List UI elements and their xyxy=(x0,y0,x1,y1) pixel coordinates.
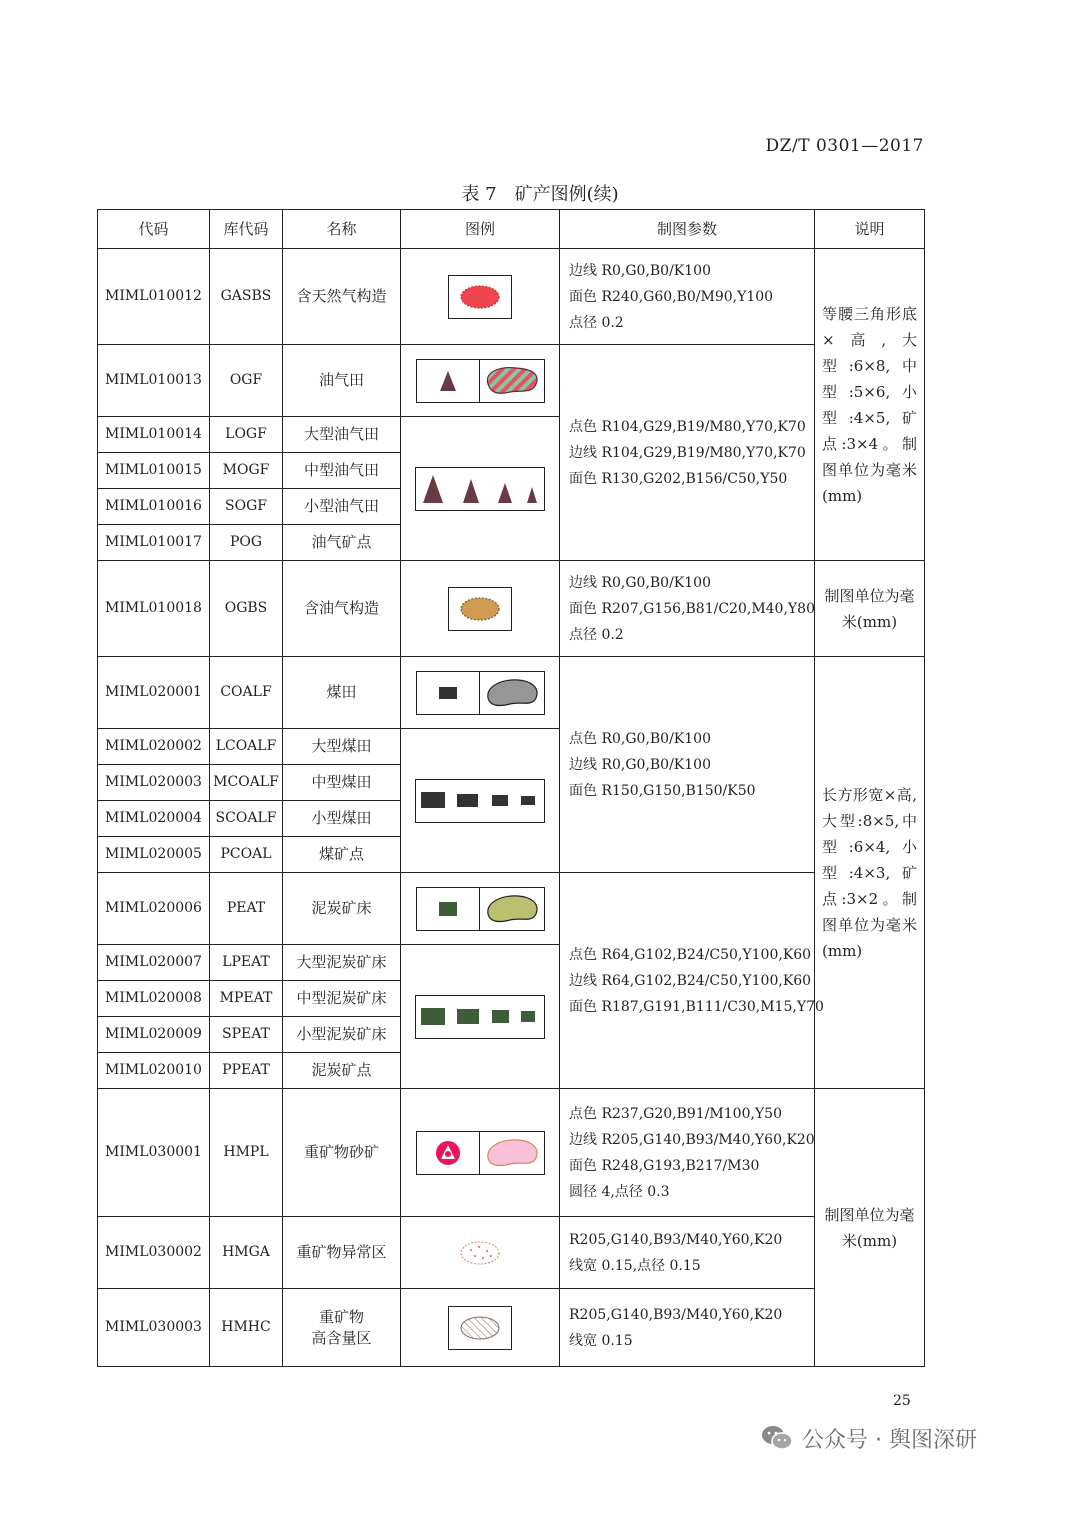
param-line: 线宽 0.15,点径 0.15 xyxy=(569,1257,701,1274)
table-row xyxy=(98,657,925,729)
param-line: 点色 R64,G102,B24/C50,Y100,K60 xyxy=(569,946,812,963)
row-code: MIML030003 xyxy=(98,1289,210,1367)
oil-gas-point-symbol xyxy=(417,360,479,402)
row-name: 大型煤田 xyxy=(283,729,401,765)
param-line: 面色 R248,G193,B217/M30 xyxy=(569,1157,760,1174)
table-row xyxy=(98,1289,925,1367)
note-unit: 制图单位为毫米(mm) xyxy=(815,1089,925,1367)
heavy-mineral-high-content-symbol xyxy=(448,1306,512,1350)
params-cell xyxy=(560,1089,815,1217)
table-row xyxy=(98,1089,925,1217)
row-code: MIML010013 xyxy=(98,345,210,417)
row-lib-code: HMPL xyxy=(210,1089,283,1217)
rect-large xyxy=(421,792,445,808)
row-lib-code: PCOAL xyxy=(210,837,283,873)
params-cell xyxy=(560,873,824,1089)
row-name-line: 重矿物 xyxy=(318,1308,364,1327)
row-code: MIML020009 xyxy=(98,1017,210,1053)
param-line: 边线 R0,G0,B0/K100 xyxy=(569,262,711,279)
legend-cell xyxy=(401,249,560,345)
oil-gas-area-symbol xyxy=(479,360,544,402)
row-lib-code: SPEAT xyxy=(210,1017,283,1053)
param-line: 面色 R187,G191,B111/C30,M15,Y70 xyxy=(569,998,824,1015)
row-lib-code: SCOALF xyxy=(210,801,283,837)
row-name: 重矿物异常区 xyxy=(283,1217,401,1289)
heavy-mineral-placer-symbol xyxy=(416,1131,545,1175)
rect-medium xyxy=(457,1009,479,1024)
row-code: MIML020008 xyxy=(98,981,210,1017)
anomaly-ellipse xyxy=(461,1242,499,1264)
row-lib-code: SOGF xyxy=(210,489,283,525)
row-lib-code: POG xyxy=(210,525,283,561)
triangle-medium xyxy=(463,479,479,503)
param-line: 面色 R130,G202,B156/C50,Y50 xyxy=(569,470,788,487)
row-name: 泥炭矿床 xyxy=(283,873,401,945)
row-lib-code: MOGF xyxy=(210,453,283,489)
param-line: 点径 0.2 xyxy=(569,314,624,331)
row-lib-code: COALF xyxy=(210,657,283,729)
params-cell xyxy=(560,561,815,657)
params-cell xyxy=(560,1289,815,1367)
legend-cell xyxy=(401,345,560,417)
rect-marker xyxy=(439,687,457,699)
rect-large xyxy=(421,1008,445,1025)
row-lib-code: MPEAT xyxy=(210,981,283,1017)
row-name: 含油气构造 xyxy=(283,561,401,657)
row-name: 重矿物砂矿 xyxy=(283,1089,401,1217)
table-row xyxy=(98,561,925,657)
row-name: 油气矿点 xyxy=(283,525,401,561)
row-name: 大型泥炭矿床 xyxy=(283,945,401,981)
col-header-legend: 图例 xyxy=(401,210,560,249)
wechat-icon xyxy=(760,1423,794,1453)
legend-cell xyxy=(401,945,560,1089)
row-code: MIML010015 xyxy=(98,453,210,489)
params-cell xyxy=(560,1217,815,1289)
peat-deposit-symbol xyxy=(416,887,545,931)
table-title: 表 7 矿产图例(续) xyxy=(461,184,619,205)
legend-cell xyxy=(401,1289,560,1367)
row-code: MIML020005 xyxy=(98,837,210,873)
col-header-name: 名称 xyxy=(283,210,401,249)
row-name: 中型油气田 xyxy=(283,453,401,489)
triangle-small xyxy=(498,483,512,503)
col-header-params: 制图参数 xyxy=(560,210,815,249)
col-header-lib-code: 库代码 xyxy=(210,210,283,249)
param-line: 点色 R104,G29,B19/M80,Y70,K70 xyxy=(569,418,806,435)
row-code: MIML020003 xyxy=(98,765,210,801)
row-lib-code: OGF xyxy=(210,345,283,417)
param-line: 边线 R205,G140,B93/M40,Y60,K20 xyxy=(569,1131,815,1148)
param-line: 点色 R237,G20,B91/M100,Y50 xyxy=(569,1105,782,1122)
oil-gas-structure-ellipse xyxy=(461,598,499,620)
watermark-text: 公众号 · 舆图深研 xyxy=(802,1427,977,1453)
row-name: 泥炭矿点 xyxy=(283,1053,401,1089)
coal-point-symbol xyxy=(417,672,479,714)
high-content-ellipse xyxy=(461,1317,499,1339)
row-code: MIML030002 xyxy=(98,1217,210,1289)
param-line: 圆径 4,点径 0.3 xyxy=(569,1183,670,1200)
oil-gas-field-symbol xyxy=(416,359,545,403)
legend-cell xyxy=(401,873,560,945)
row-name-line: 高含量区 xyxy=(311,1328,372,1347)
row-name: 大型油气田 xyxy=(283,417,401,453)
param-line: 边线 R0,G0,B0/K100 xyxy=(569,756,711,773)
oil-gas-field-area xyxy=(487,367,537,393)
inner-dot xyxy=(445,1151,451,1157)
params-cell xyxy=(560,657,815,873)
row-name: 煤矿点 xyxy=(283,837,401,873)
legend-cell xyxy=(401,1089,560,1217)
coal-area-symbol xyxy=(479,672,544,714)
param-line: 边线 R104,G29,B19/M80,Y70,K70 xyxy=(569,444,806,461)
row-name: 含天然气构造 xyxy=(283,249,401,345)
oil-gas-size-symbols xyxy=(415,467,545,511)
gas-structure-symbol xyxy=(448,275,512,319)
standard-code: DZ/T 0301—2017 xyxy=(765,136,924,156)
row-name: 小型泥炭矿床 xyxy=(283,1017,401,1053)
row-code: MIML020004 xyxy=(98,801,210,837)
peat-size-symbols xyxy=(415,995,545,1039)
watermark xyxy=(760,1420,977,1456)
row-code: MIML010017 xyxy=(98,525,210,561)
param-line: R205,G140,B93/M40,Y60,K20 xyxy=(569,1306,783,1323)
triangle-large xyxy=(423,475,443,503)
note-unit: 制图单位为毫米(mm) xyxy=(815,561,925,657)
param-line: 点色 R0,G0,B0/K100 xyxy=(569,730,711,747)
row-lib-code: OGBS xyxy=(210,561,283,657)
row-name: 煤田 xyxy=(283,657,401,729)
col-header-code: 代码 xyxy=(98,210,210,249)
rect-marker xyxy=(439,902,457,916)
row-code: MIML010012 xyxy=(98,249,210,345)
peat-deposit-area xyxy=(487,895,536,921)
row-name: 油气田 xyxy=(283,345,401,417)
coal-size-symbols xyxy=(415,779,545,823)
row-name: 中型煤田 xyxy=(283,765,401,801)
row-lib-code: GASBS xyxy=(210,249,283,345)
row-code: MIML020002 xyxy=(98,729,210,765)
row-name: 小型油气田 xyxy=(283,489,401,525)
row-lib-code: LPEAT xyxy=(210,945,283,981)
row-lib-code: HMHC xyxy=(210,1289,283,1367)
table-row xyxy=(98,873,925,945)
row-code: MIML010014 xyxy=(98,417,210,453)
params-cell xyxy=(560,249,815,345)
rect-medium xyxy=(457,794,478,807)
coal-field-area xyxy=(487,679,536,705)
row-lib-code: LOGF xyxy=(210,417,283,453)
heavy-mineral-point-symbol xyxy=(417,1132,479,1174)
gas-structure-ellipse xyxy=(461,286,499,308)
table-row xyxy=(98,1217,925,1289)
param-line: 边线 R64,G102,B24/C50,Y100,K60 xyxy=(569,972,812,989)
page-number: 25 xyxy=(893,1393,911,1409)
rect-point xyxy=(521,1011,535,1022)
row-code: MIML020007 xyxy=(98,945,210,981)
legend-table xyxy=(97,209,925,1367)
row-lib-code: PPEAT xyxy=(210,1053,283,1089)
triangle-point xyxy=(527,487,537,503)
triangle-marker xyxy=(440,371,456,391)
note-rectangle: 长方形宽×高,大型:8×5,中型:6×4,小型:4×3,矿点:3×2。制图单位为毫米(mm) xyxy=(815,657,925,1089)
row-name xyxy=(283,1289,401,1367)
row-lib-code: MCOALF xyxy=(210,765,283,801)
row-code: MIML020010 xyxy=(98,1053,210,1089)
rect-point xyxy=(521,796,535,805)
peat-point-symbol xyxy=(417,888,479,930)
rect-small xyxy=(492,1010,509,1023)
heavy-mineral-placer-area xyxy=(487,1139,536,1165)
row-code: MIML010018 xyxy=(98,561,210,657)
param-line: 面色 R207,G156,B81/C20,M40,Y80 xyxy=(569,600,815,617)
peat-area-symbol xyxy=(479,888,544,930)
note-triangle: 等腰三角形底×高,大型:6×8,中型:5×6,小型:4×5,矿点:3×4。制图单位为毫米(mm) xyxy=(815,249,925,561)
rect-small xyxy=(492,795,508,806)
row-code: MIML030001 xyxy=(98,1089,210,1217)
param-line: 线宽 0.15 xyxy=(569,1332,633,1349)
row-name: 小型煤田 xyxy=(283,801,401,837)
heavy-mineral-area-symbol xyxy=(479,1132,544,1174)
oil-gas-structure-symbol xyxy=(448,587,512,631)
table-row xyxy=(98,249,925,345)
param-line: 边线 R0,G0,B0/K100 xyxy=(569,574,711,591)
table-row xyxy=(98,345,925,417)
param-line: 面色 R150,G150,B150/K50 xyxy=(569,782,756,799)
row-lib-code: HMGA xyxy=(210,1217,283,1289)
row-lib-code: PEAT xyxy=(210,873,283,945)
legend-cell xyxy=(401,561,560,657)
row-lib-code: LCOALF xyxy=(210,729,283,765)
legend-cell xyxy=(401,417,560,561)
row-code: MIML020001 xyxy=(98,657,210,729)
heavy-mineral-anomaly-symbol xyxy=(449,1233,511,1273)
row-code: MIML020006 xyxy=(98,873,210,945)
param-line: R205,G140,B93/M40,Y60,K20 xyxy=(569,1231,783,1248)
row-code: MIML010016 xyxy=(98,489,210,525)
table-header-row xyxy=(98,210,925,249)
legend-cell xyxy=(401,729,560,873)
params-cell xyxy=(560,345,815,561)
row-name: 中型泥炭矿床 xyxy=(283,981,401,1017)
col-header-notes: 说明 xyxy=(815,210,925,249)
legend-cell xyxy=(401,1217,560,1289)
param-line: 点径 0.2 xyxy=(569,626,624,643)
coal-field-symbol xyxy=(416,671,545,715)
param-line: 面色 R240,G60,B0/M90,Y100 xyxy=(569,288,774,305)
legend-cell xyxy=(401,657,560,729)
